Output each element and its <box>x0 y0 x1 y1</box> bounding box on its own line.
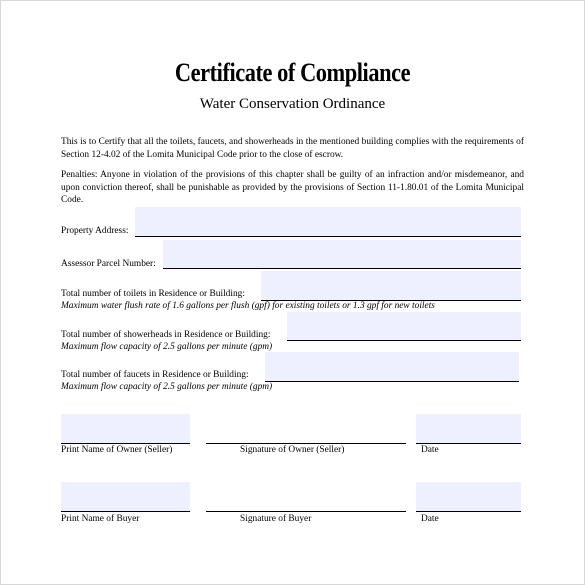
buyer-date-underline <box>416 511 521 512</box>
showerheads-label: Total number of showerheads in Residence or Building: <box>61 330 271 340</box>
showerheads-note: Maximum flow capacity of 2.5 gallons per minute (gpm) <box>61 342 273 352</box>
buyer-name-label: Print Name of Buyer <box>61 514 140 524</box>
toilets-count-input[interactable] <box>261 271 521 300</box>
document-title: Certificate of Compliance <box>174 58 411 87</box>
toilets-label: Total number of toilets in Residence or Building: <box>61 289 245 299</box>
faucets-count-input[interactable] <box>265 352 519 381</box>
owner-signature-label: Signature of Owner (Seller) <box>240 445 345 455</box>
document-subtitle: Water Conservation Ordinance <box>199 96 386 112</box>
penalties-paragraph: Penalties: Anyone in violation of the provisions of this chapter shall be guilty of an infraction and/or misdemeanor, and upon conviction thereof, shall be punishable as provided by the provisions of Section 11-1.80.01 of the Lomita Municipal Code. <box>61 170 524 206</box>
owner-name-input[interactable] <box>61 414 190 443</box>
buyer-date-label: Date <box>421 514 439 524</box>
owner-date-underline <box>416 443 521 444</box>
showerheads-underline <box>287 340 521 341</box>
owner-name-label: Print Name of Owner (Seller) <box>61 445 173 455</box>
assessor-parcel-underline <box>163 268 521 269</box>
faucets-underline <box>265 381 519 382</box>
property-address-underline <box>135 236 521 237</box>
buyer-name-underline <box>61 511 190 512</box>
owner-date-input[interactable] <box>416 414 521 443</box>
toilets-note: Maximum water flush rate of 1.6 gallons per flush (gpf) for existing toilets or 1.3 gpf for new toilets <box>61 301 435 311</box>
buyer-date-input[interactable] <box>416 482 521 511</box>
faucets-label: Total number of faucets in Residence or Building: <box>61 370 249 380</box>
owner-name-underline <box>61 443 190 444</box>
owner-signature-line[interactable] <box>206 443 406 444</box>
owner-date-label: Date <box>421 445 439 455</box>
buyer-name-input[interactable] <box>61 482 190 511</box>
intro-paragraph: This is to Certify that all the toilets, faucets, and showerheads in the mentioned building complies with the requirements of Section 12-4.02 of the Lomita Municipal Code prior to the close of escrow. <box>61 137 524 160</box>
assessor-parcel-input[interactable] <box>163 240 521 268</box>
buyer-signature-line[interactable] <box>206 511 406 512</box>
property-address-input[interactable] <box>135 207 521 236</box>
assessor-parcel-label: Assessor Parcel Number: <box>61 259 156 269</box>
showerheads-count-input[interactable] <box>287 312 521 340</box>
faucets-note: Maximum flow capacity of 2.5 gallons per minute (gpm) <box>61 382 273 392</box>
property-address-label: Property Address: <box>61 226 129 236</box>
buyer-signature-label: Signature of Buyer <box>240 514 312 524</box>
